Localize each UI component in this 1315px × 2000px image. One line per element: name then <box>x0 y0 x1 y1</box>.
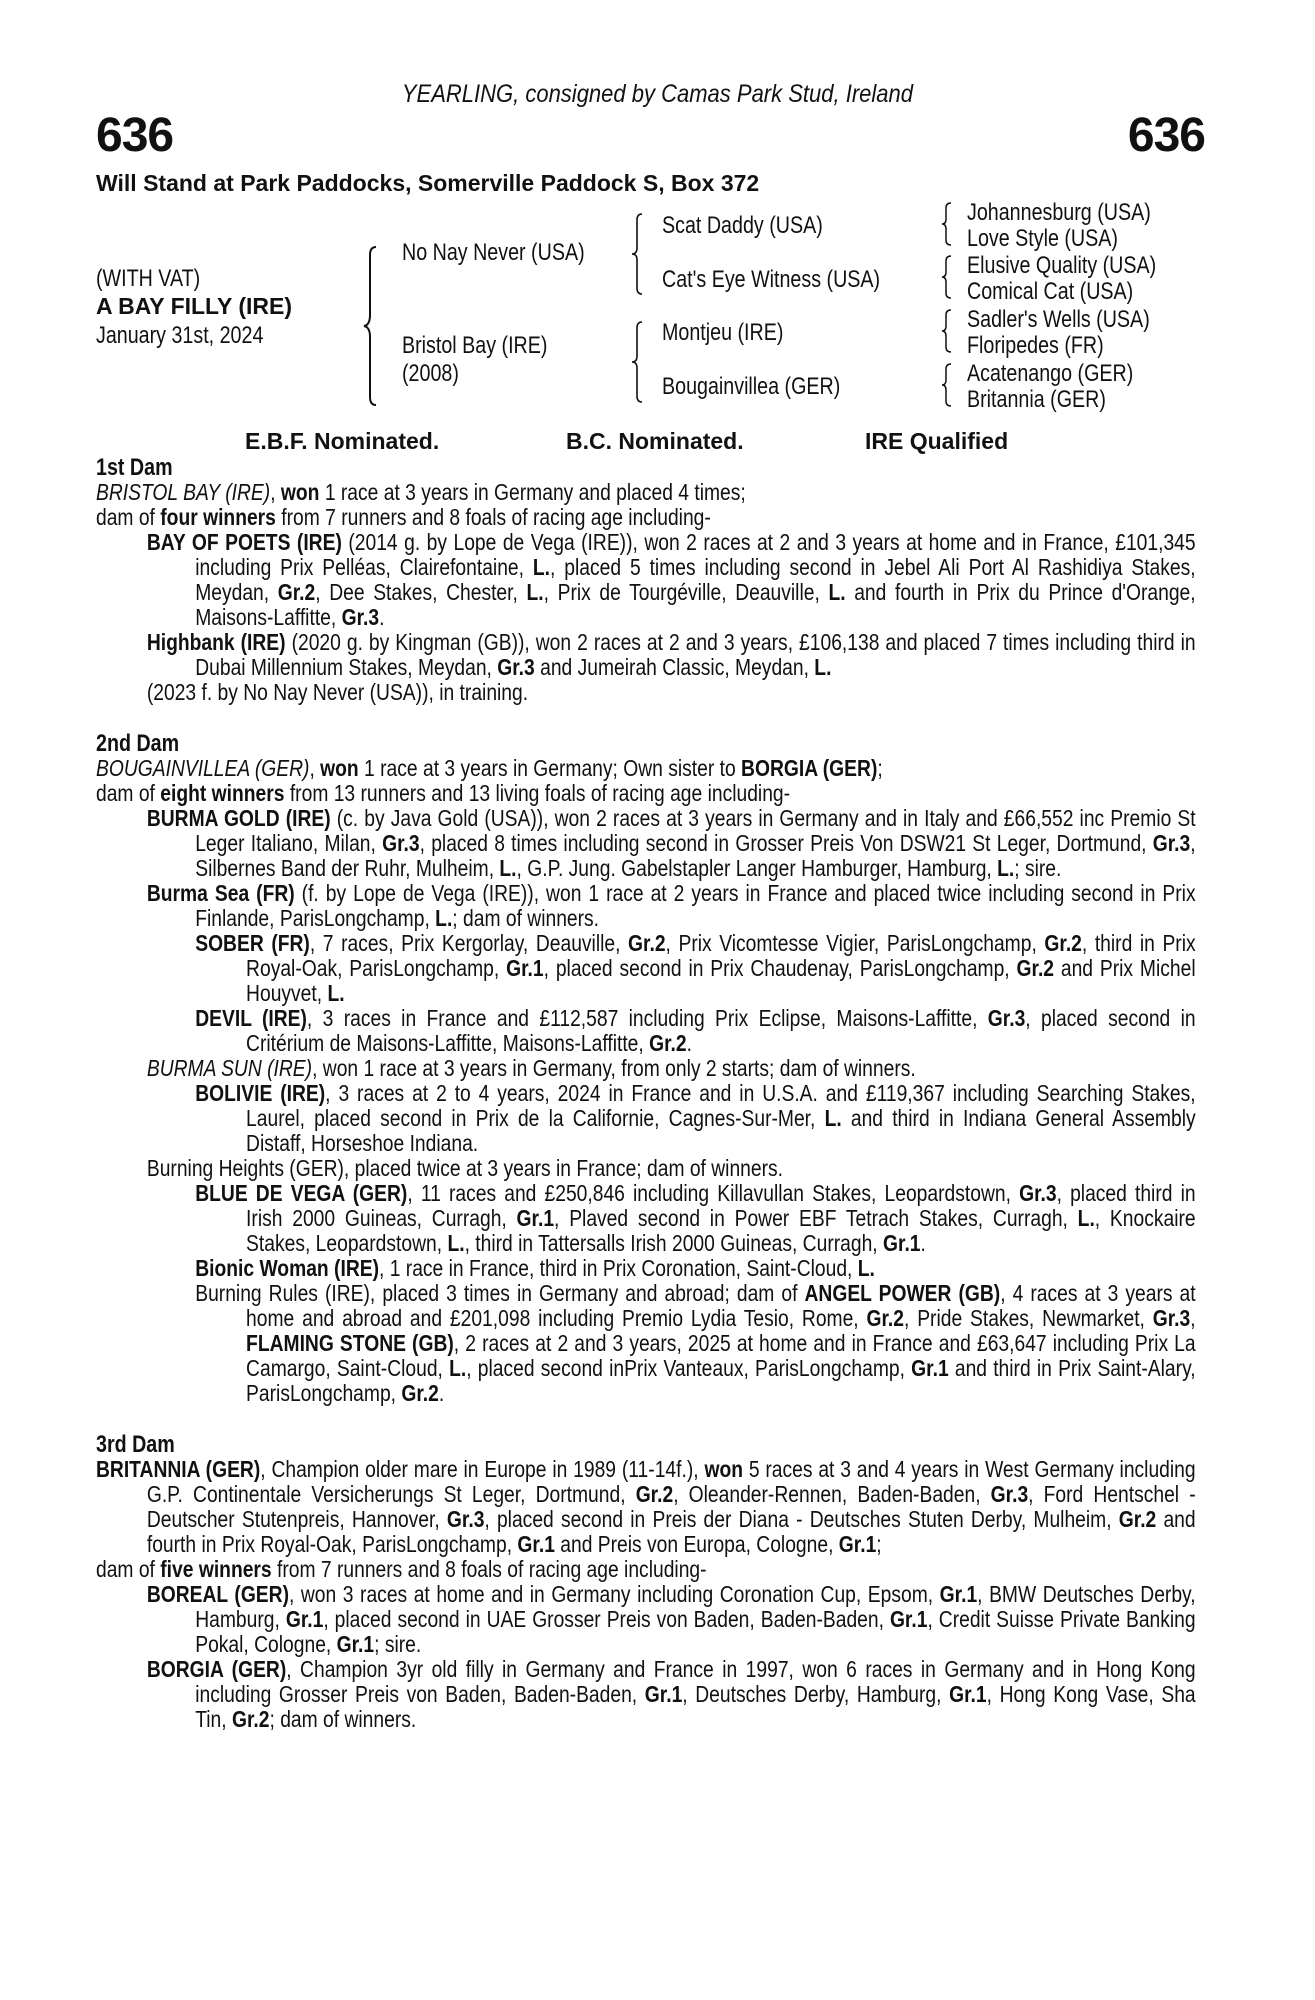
grandsire-2: Elusive Quality (USA) <box>967 252 1157 279</box>
entry-text: and Prix Michel Houyvet, <box>246 955 1196 1006</box>
entry-text: and Preis von Europa, Cologne, <box>554 1531 839 1557</box>
entry-text: , Oleander-Rennen, Baden-Baden, <box>673 1481 991 1507</box>
entry-text: , 7 races, Prix Kergorlay, Deauville, <box>309 930 629 956</box>
entry-text: ; sire. <box>1014 855 1062 881</box>
entry-text: from 7 runners and 8 foals of racing age including- <box>271 1556 707 1582</box>
bold-text: Gr.2 <box>1118 1506 1157 1532</box>
entry-text: (2014 g. by Lope de Vega (IRE)), won 2 races at 2 and 3 years at home and in France, £101,345 including Prix Pelléas, Clairefontaine, <box>195 529 1196 580</box>
produce-entry <box>96 1281 1196 1406</box>
bold-text: BOLIVIE (IRE) <box>195 1080 326 1106</box>
pedigree-brace-g3-3 <box>940 308 954 354</box>
entry-text: ; dam of winners. <box>269 1706 417 1732</box>
bold-text: Gr.1 <box>506 955 544 981</box>
dam-sire: Montjeu (IRE) <box>662 319 784 346</box>
entry-text: ; <box>876 1531 882 1557</box>
bold-text: Gr.2 <box>231 1706 270 1732</box>
lot-number-left: 636 <box>96 109 174 162</box>
bold-text: won <box>280 479 320 505</box>
bold-text: L. <box>435 905 453 931</box>
bold-text: Gr.2 <box>635 1481 674 1507</box>
lot-number-right: 636 <box>1127 109 1205 162</box>
bold-text: Gr.1 <box>516 1205 555 1231</box>
entry-text: . <box>920 1230 926 1256</box>
bold-text: Gr.1 <box>939 1581 978 1607</box>
produce-entry <box>96 931 1196 1006</box>
entry-text: . <box>379 604 385 630</box>
entry-text: dam of <box>96 780 161 806</box>
produce-entry <box>96 1156 1196 1181</box>
entry-text: , <box>1190 1305 1196 1331</box>
granddam-1: Love Style (USA) <box>967 225 1118 252</box>
entry-text: , Deutsches Derby, Hamburg, <box>682 1681 950 1707</box>
bold-text: Gr.3 <box>1152 1305 1191 1331</box>
entry-text: , placed second inPrix Vanteaux, ParisLongchamp, <box>466 1355 912 1381</box>
bold-text: Gr.3 <box>341 604 380 630</box>
produce-entry <box>96 881 1196 931</box>
pedigree-brace-g3-4 <box>940 362 954 408</box>
entry-text: 1 race at 3 years in Germany; Own sister to <box>358 755 742 781</box>
bold-text: Gr.1 <box>949 1681 987 1707</box>
produce-entry <box>96 680 1196 705</box>
ire-qualification: IRE Qualified <box>865 428 1009 454</box>
bold-text: DEVIL (IRE) <box>195 1005 307 1031</box>
pedigree-brace-g3-2 <box>940 254 954 300</box>
pedigree-brace-main <box>362 245 382 407</box>
entry-text: , placed second in Preis der Diana - Deutsches Stuten Derby, Mulheim, <box>484 1506 1119 1532</box>
stable-location: Will Stand at Park Paddocks, Somerville Paddock S, Box 372 <box>96 170 760 196</box>
foaling-date: January 31st, 2024 <box>96 322 264 349</box>
bold-text: Gr.2 <box>1044 930 1082 956</box>
entry-text: 5 races at 3 and 4 years in West Germany including G.P. Continentale Versicherungs St Leger, Dortmund, <box>146 1456 1196 1507</box>
bold-text: SOBER (FR) <box>195 930 310 956</box>
entry-text: , won 3 races at home and in Germany including Coronation Cup, Epsom, <box>288 1581 940 1607</box>
consignment-subtitle <box>0 80 1315 109</box>
entry-text: , Plaved second in Power EBF Tetrach Stakes, Curragh, <box>554 1205 1078 1231</box>
subtitle-text: YEARLING, consigned by Camas Park Stud, Ireland <box>401 80 914 108</box>
produce-entry <box>96 630 1196 680</box>
bold-text: Gr.3 <box>1152 830 1191 856</box>
bold-text: BRITANNIA (GER) <box>96 1456 261 1482</box>
grandsire-3: Sadler's Wells (USA) <box>967 306 1150 333</box>
entry-text: , placed 8 times including second in Grosser Preis Von DSW21 St Leger, Dortmund, <box>419 830 1153 856</box>
dam-year: (2008) <box>402 360 459 387</box>
produce-record <box>96 455 1196 1732</box>
produce-entry <box>96 1056 1196 1081</box>
pedigree-brace-g3-1 <box>940 201 954 247</box>
bold-text: Gr.3 <box>1019 1180 1057 1206</box>
bold-text: four winners <box>160 504 276 530</box>
sire-sire: Scat Daddy (USA) <box>662 212 823 239</box>
bold-text: Gr.2 <box>1016 955 1055 981</box>
bold-text: Highbank (IRE) <box>146 629 286 655</box>
produce-entry <box>96 1457 1196 1557</box>
bold-text: L. <box>997 855 1015 881</box>
bold-text: eight winners <box>160 780 285 806</box>
entry-text: . <box>686 1030 692 1056</box>
entry-text: and Jumeirah Classic, Meydan, <box>534 654 815 680</box>
bold-text: Bionic Woman (IRE) <box>195 1255 380 1281</box>
entry-text: , 4 races at 3 years at home and abroad and £201,098 including Premio Lydia Tesio, Rome, <box>246 1280 1196 1331</box>
entry-text: , placed third in Irish 2000 Guineas, Curragh, <box>246 1180 1196 1231</box>
entry-text: , Prix Vicomtesse Vigier, ParisLongchamp, <box>665 930 1045 956</box>
entry-text: , Hong Kong Vase, Sha Tin, <box>195 1681 1196 1732</box>
granddam-2: Comical Cat (USA) <box>967 278 1134 305</box>
bold-text: L. <box>532 554 551 580</box>
entry-text: , <box>270 479 281 505</box>
entry-text: dam of <box>96 504 161 530</box>
bold-text: Gr.2 <box>628 930 666 956</box>
bc-nomination: B.C. Nominated. <box>566 428 744 454</box>
entry-text: , placed second in Prix Chaudenay, ParisLongchamp, <box>543 955 1017 981</box>
entry-text: , placed 5 times including second in Jebel Ali Port Al Rashidiya Stakes, Meydan, <box>195 554 1196 605</box>
produce-entry <box>96 1657 1196 1732</box>
entry-text: , third in Prix Royal-Oak, ParisLongchamp, <box>246 930 1196 981</box>
entry-text: , placed second in Critérium de Maisons-Laffitte, Maisons-Laffitte, <box>246 1005 1196 1056</box>
entry-text: from 13 runners and 13 living foals of racing age including- <box>284 780 791 806</box>
section-heading: 3rd Dam <box>96 1431 175 1458</box>
entry-text: 1 race at 3 years in Germany and placed 4 times; <box>319 479 746 505</box>
granddam-3: Floripedes (FR) <box>967 332 1104 359</box>
sire-name: No Nay Never (USA) <box>402 239 585 266</box>
produce-entry <box>96 1181 1196 1256</box>
bold-text: Gr.1 <box>644 1681 683 1707</box>
bold-text: Gr.3 <box>382 830 420 856</box>
entry-text: , Ford Hentschel - Deutscher Stutenpreis, Hannover, <box>146 1481 1196 1532</box>
granddam-4: Britannia (GER) <box>967 386 1106 413</box>
bold-text: Gr.1 <box>285 1606 324 1632</box>
bold-text: L. <box>1077 1205 1095 1231</box>
bold-text: BLUE DE VEGA (GER) <box>195 1180 408 1206</box>
entry-text: . <box>438 1380 445 1406</box>
pedigree-brace-dam <box>630 320 646 404</box>
entry-text: (f. by Lope de Vega (IRE)), won 1 race at 2 years in France and placed twice including second in Prix Finlande, ParisLongchamp, <box>195 880 1196 931</box>
bold-text: BOREAL (GER) <box>146 1581 289 1607</box>
vat-note: (WITH VAT) <box>96 265 201 292</box>
bold-text: Burma Sea (FR) <box>146 880 295 906</box>
bold-text: L. <box>447 1230 465 1256</box>
produce-entry <box>96 1557 1196 1582</box>
bold-text: FLAMING STONE (GB) <box>246 1330 454 1356</box>
entry-text: (2023 f. by No Nay Never (USA)), in training. <box>146 679 529 705</box>
entry-text: , placed second in UAE Grosser Preis von Baden, Baden-Baden, <box>323 1606 890 1632</box>
produce-entry <box>96 530 1196 630</box>
bold-text: L. <box>327 980 345 1006</box>
bold-text: L. <box>814 654 832 680</box>
bold-text: Gr.3 <box>446 1506 485 1532</box>
italic-text: BURMA SUN (IRE) <box>146 1055 313 1081</box>
bold-text: Gr.2 <box>277 579 316 605</box>
entry-text: , Knockaire Stakes, Leopardstown, <box>246 1205 1196 1256</box>
produce-entry <box>96 806 1196 881</box>
bold-text: ANGEL POWER (GB) <box>804 1280 1001 1306</box>
bold-text: Gr.1 <box>911 1355 949 1381</box>
bold-text: BURMA GOLD (IRE) <box>146 805 331 831</box>
bold-text: Gr.3 <box>987 1005 1026 1031</box>
grandsire-4: Acatenango (GER) <box>967 360 1134 387</box>
entry-text: , won 1 race at 3 years in Germany, from only 2 starts; dam of winners. <box>312 1055 916 1081</box>
entry-text: , Pride Stakes, Newmarket, <box>904 1305 1153 1331</box>
bold-text: Gr.1 <box>336 1631 375 1657</box>
produce-entry <box>96 505 1196 530</box>
bold-text: Gr.3 <box>497 654 535 680</box>
pedigree-brace-sire <box>630 212 646 296</box>
bold-text: L. <box>857 1255 875 1281</box>
italic-text: BOUGAINVILLEA (GER) <box>96 755 310 781</box>
bold-text: won <box>704 1456 743 1482</box>
produce-entry <box>96 1006 1196 1056</box>
entry-text: (c. by Java Gold (USA)), won 2 races at 3 years in Germany and in Italy and £66,552 inc Premio St Leger Italiano, Milan, <box>195 805 1196 856</box>
entry-text: , 2 races at 2 and 3 years, 2025 at home and in France and £63,647 including Prix La Camargo, Saint-Cloud, <box>246 1330 1196 1381</box>
produce-entry <box>96 480 1196 505</box>
bold-text: Gr.1 <box>517 1531 555 1557</box>
entry-text: , Prix de Tourgéville, Deauville, <box>543 579 829 605</box>
entry-text: Burning Heights (GER), placed twice at 3 years in France; dam of winners. <box>146 1155 784 1181</box>
bold-text: L. <box>526 579 544 605</box>
dam-section <box>96 455 1196 705</box>
entry-text: , Champion older mare in Europe in 1989 (11-14f.), <box>260 1456 705 1482</box>
entry-text: and third in Indiana General Assembly Distaff, Horseshoe Indiana. <box>246 1105 1196 1156</box>
bold-text: L. <box>499 855 517 881</box>
dam-dam: Bougainvillea (GER) <box>662 373 841 400</box>
entry-text: from 7 runners and 8 foals of racing age including- <box>275 504 711 530</box>
entry-text: , Dee Stakes, Chester, <box>315 579 527 605</box>
entry-text: ; dam of winners. <box>452 905 600 931</box>
ebf-nomination: E.B.F. Nominated. <box>245 428 440 454</box>
bold-text: BAY OF POETS (IRE) <box>146 529 342 555</box>
bold-text: Gr.1 <box>838 1531 877 1557</box>
entry-text: dam of <box>96 1556 161 1582</box>
entry-text: and third in Prix Saint-Alary, ParisLongchamp, <box>246 1355 1196 1406</box>
bold-text: Gr.1 <box>889 1606 928 1632</box>
entry-text: , Credit Suisse Private Banking Pokal, Cologne, <box>195 1606 1196 1657</box>
bold-text: L. <box>828 579 846 605</box>
bold-text: L. <box>449 1355 467 1381</box>
bold-text: BORGIA (GER) <box>146 1656 287 1682</box>
entry-text: , 1 race in France, third in Prix Coronation, Saint-Cloud, <box>379 1255 858 1281</box>
bold-text: won <box>320 755 359 781</box>
bold-text: Gr.2 <box>866 1305 905 1331</box>
bold-text: BORGIA (GER) <box>741 755 878 781</box>
entry-text: and fourth in Prix du Prince d'Orange, Maisons-Laffitte, <box>195 579 1196 630</box>
entry-text: , third in Tattersalls Irish 2000 Guineas, Curragh, <box>464 1230 884 1256</box>
entry-text: ; sire. <box>374 1631 422 1657</box>
entry-text: , 11 races and £250,846 including Killavullan Stakes, Leopardstown, <box>407 1180 1020 1206</box>
produce-entry <box>96 1256 1196 1281</box>
italic-text: BRISTOL BAY (IRE) <box>96 479 271 505</box>
bold-text: Gr.1 <box>883 1230 921 1256</box>
entry-text: , 3 races at 2 to 4 years, 2024 in France and in U.S.A. and £119,367 including Searching Stakes, Laurel, placed second in Prix de la Californie, Cagnes-Sur-Mer, <box>246 1080 1196 1131</box>
entry-text: , 3 races in France and £112,587 including Prix Eclipse, Maisons-Laffitte, <box>306 1005 988 1031</box>
produce-entry <box>96 1081 1196 1156</box>
entry-text: , Silbernes Band der Ruhr, Mulheim, <box>195 830 1196 881</box>
entry-text: (2020 g. by Kingman (GB)), won 2 races at 2 and 3 years, £106,138 and placed 7 times including third in Dubai Millennium Stakes, Meydan, <box>195 629 1196 680</box>
grandsire-1: Johannesburg (USA) <box>967 199 1151 226</box>
bold-text: Gr.2 <box>401 1380 439 1406</box>
dam-section <box>96 731 1196 1406</box>
entry-text: and fourth in Prix Royal-Oak, ParisLongchamp, <box>146 1506 1196 1557</box>
produce-entry <box>96 781 1196 806</box>
entry-text: , BMW Deutsches Derby, Hamburg, <box>195 1581 1196 1632</box>
dam-section <box>96 1432 1196 1732</box>
section-heading: 1st Dam <box>96 454 173 481</box>
bold-text: Gr.2 <box>649 1030 687 1056</box>
entry-text: , <box>309 755 321 781</box>
sire-dam: Cat's Eye Witness (USA) <box>662 266 881 293</box>
entry-text: Burning Rules (IRE), placed 3 times in Germany and abroad; dam of <box>195 1280 805 1306</box>
entry-text: , Champion 3yr old filly in Germany and France in 1997, won 6 races in Germany and in Hong Kong including Grosser Preis von Baden, Baden-Baden, <box>195 1656 1196 1707</box>
entry-text: ; <box>877 755 883 781</box>
dam-name: Bristol Bay (IRE) <box>402 332 548 359</box>
produce-entry <box>96 756 1196 781</box>
horse-name: A BAY FILLY (IRE) <box>96 293 292 319</box>
produce-entry <box>96 1582 1196 1657</box>
bold-text: five winners <box>160 1556 272 1582</box>
bold-text: L. <box>824 1105 842 1131</box>
bold-text: Gr.3 <box>990 1481 1029 1507</box>
section-heading: 2nd Dam <box>96 730 180 757</box>
entry-text: , G.P. Jung. Gabelstapler Langer Hamburger, Hamburg, <box>516 855 998 881</box>
